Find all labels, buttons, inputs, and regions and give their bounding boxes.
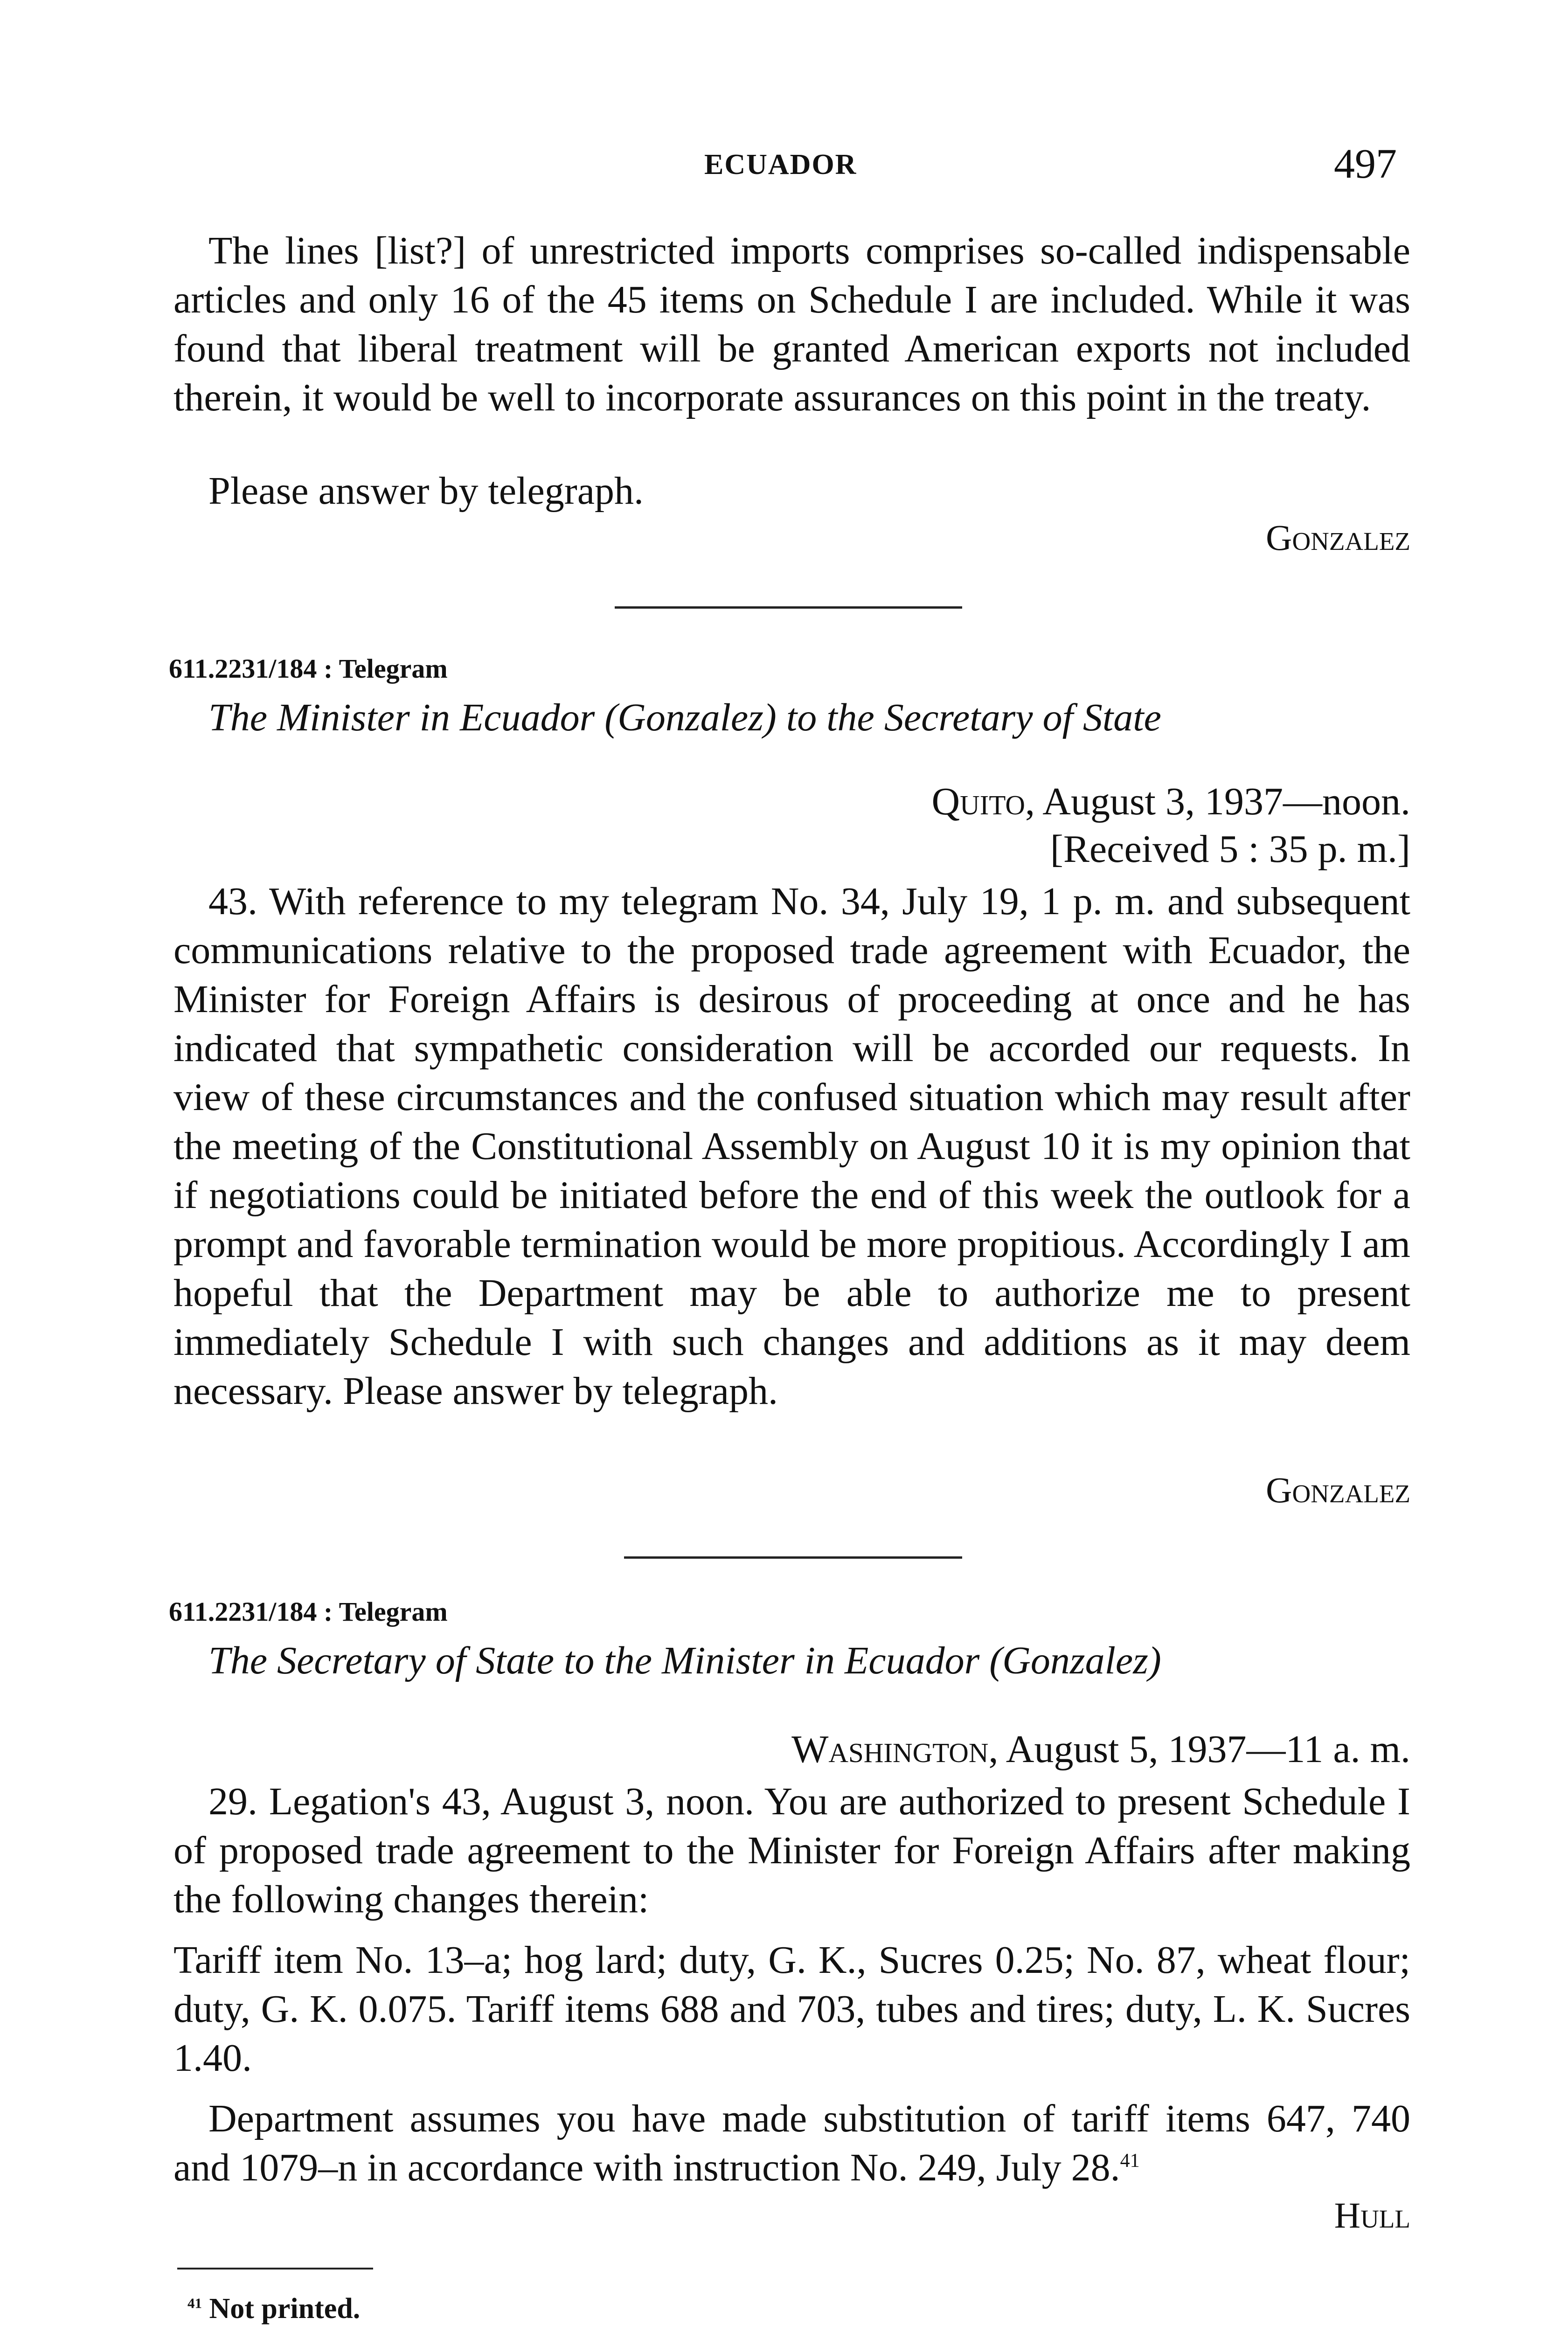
page-number: 497: [1334, 141, 1397, 187]
telegram-body: 29. Legation's 43, August 3, noon. You are authorized to present Schedule I of proposed trade agreement to the Minister for Foreign Affairs after making the following changes therein:: [173, 1780, 1410, 1921]
dateline-date: , August 5, 1937—11 a. m.: [988, 1728, 1410, 1771]
footnote-reference: 41: [1120, 2150, 1140, 2172]
footnote-text: Not printed.: [202, 2293, 361, 2325]
footnote: [187, 2292, 360, 2325]
file-reference: 611.2231/184 : Telegram: [169, 1596, 448, 1627]
document-title: The Secretary of State to the Minister in Ecuador (Gonzalez): [208, 1639, 1161, 1682]
running-head: ECUADOR: [704, 149, 857, 180]
footnote-marker: 41: [187, 2295, 202, 2311]
footnote-divider: [177, 2268, 373, 2270]
telegram-signature: Hull: [1334, 2195, 1410, 2235]
section-divider: [624, 1556, 962, 1559]
prev-doc-paragraph: The lines [list?] of unrestricted imports comprises so-called indispensable articles and only 16 of the 45 items on Schedule I are included. While it was found that liberal treatment will be granted American exports not included therein, it would be well to incorporate assurances on this point in the treaty.: [173, 229, 1410, 419]
received-line: [Received 5 : 35 p. m.]: [1050, 827, 1410, 871]
dateline: [653, 1727, 1410, 1772]
prev-doc-closing-line: Please answer by telegraph.: [208, 469, 644, 513]
prev-doc-signature: Gonzalez: [1266, 517, 1410, 558]
tariff-changes: Tariff item No. 13–a; hog lard; duty, G. K., Sucres 0.25; No. 87, wheat flour; duty, G. K. 0.075. Tariff items 688 and 703, tubes and tires; duty, L. K. Sucres 1.40.: [173, 1938, 1410, 2080]
document-title: The Minister in Ecuador (Gonzalez) to the Secretary of State: [208, 696, 1161, 739]
dateline-date: , August 3, 1937—noon.: [1025, 780, 1410, 823]
section-divider: [615, 606, 962, 609]
telegram-body: [173, 2094, 1410, 2192]
file-reference: 611.2231/184 : Telegram: [169, 653, 448, 684]
dateline-place: Quito: [931, 780, 1025, 823]
telegram-body-text: Department assumes you have made substitution of tariff items 647, 740 and 1079–n in accordance with instruction No. 249, July 28.: [173, 2097, 1410, 2189]
dateline-place: Washington: [791, 1728, 989, 1771]
dateline: [653, 779, 1410, 824]
telegram-signature: Gonzalez: [1266, 1470, 1410, 1510]
telegram-body: 43. With reference to my telegram No. 34, July 19, 1 p. m. and subsequent communications relative to the proposed trade agreement with Ecuador, the Minister for Foreign Affairs is desirous of proceeding at once and he has indicated that sympathetic consideration will be accorded our requests. In view of these circumstances and the confused situation which may result after the meeting of the Constitutional Assembly on August 10 it is my opinion that if negotiations could be initiated before the end of this week the outlook for a prompt and favorable termination would be more propitious. Accordingly I am hopeful that the Department may be able to authorize me to present immediately Schedule I with such changes and additions as it may deem necessary. Please answer by telegraph.: [173, 880, 1410, 1413]
